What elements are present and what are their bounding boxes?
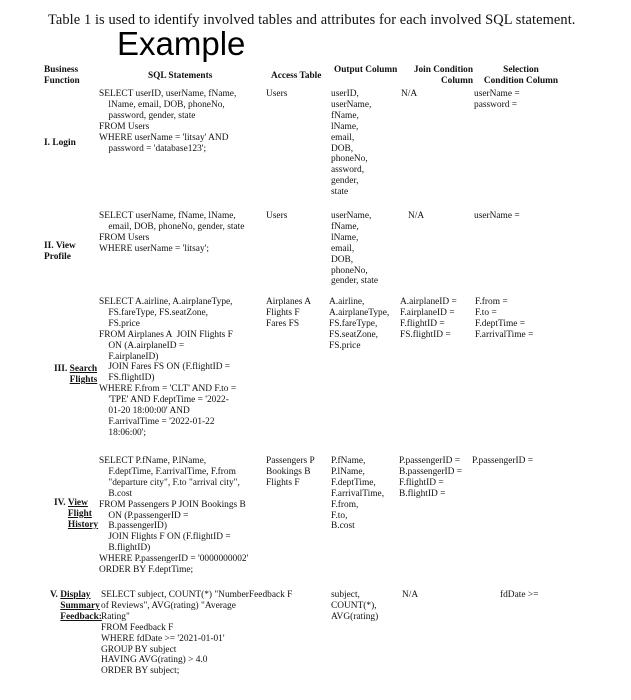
function-cell	[54, 498, 98, 531]
function-cell	[44, 138, 76, 149]
output-column-cell: userID, userName, fName, lName, email, DOB, phoneNo, assword, gender, state	[331, 89, 372, 198]
function-cell	[54, 364, 97, 386]
sql-cell: SELECT userID, userName, fName, lName, email, DOB, phoneNo, password, gender, state FROM Users WHERE userName = 'litsay' AND password = 'database123';	[99, 89, 237, 154]
intro-paragraph: Table 1 is used to identify involved tables and attributes for each involved SQL statement.	[48, 12, 576, 28]
selection-condition-cell: userName = password =	[474, 89, 520, 110]
function-link[interactable]: View Flight History	[67, 498, 99, 530]
sql-cell: SELECT subject, COUNT(*) "NumberFeedback F of Reviews", AVG(rating) "Average Rating" FROM Feedback F WHERE fdDate >= '2021-01-01' GROUP BY subject HAVING AVG(rating) > 4.0 ORDER BY subject;	[101, 590, 293, 677]
header-output-column: Output Column	[334, 65, 398, 75]
access-table-cell: Users	[266, 89, 288, 99]
function-cell	[44, 241, 76, 263]
join-condition-cell: A.airplaneID = F.airplaneID = F.flightID = FS.flightID =	[400, 297, 457, 340]
output-column-cell: P.fName, P.lName, F.deptTime, F.arrivalTime, F.from, F.to, B.cost	[331, 456, 385, 532]
selection-condition-cell: userName =	[474, 211, 520, 221]
access-table-cell: Airplanes A Flights F Fares FS	[266, 297, 312, 329]
function-label: V.	[50, 590, 61, 600]
function-label: II. View Profile	[44, 241, 76, 262]
output-column-cell: subject, COUNT(*), AVG(rating)	[331, 590, 379, 622]
join-condition-cell: N/A	[408, 211, 425, 221]
function-link[interactable]: Search Flights	[69, 364, 98, 385]
selection-condition-cell: F.from = F.to = F.deptTime = F.arrivalTime =	[475, 297, 534, 340]
sql-cell: SELECT userName, fName, lName, email, DOB, phoneNo, gender, state FROM Users WHERE userName = 'litsay';	[99, 211, 245, 254]
function-label: I. Login	[44, 138, 76, 148]
function-cell	[50, 590, 102, 623]
join-condition-cell: N/A	[402, 590, 419, 600]
function-link[interactable]: Display Summary Feedback:	[60, 590, 102, 622]
header-sql-statements: SQL Statements	[148, 71, 213, 81]
access-table-cell: Users	[266, 211, 288, 221]
example-heading: Example	[117, 25, 246, 62]
sql-cell: SELECT P.fName, P.lName, F.deptTime, F.arrivalTime, F.from "departure city", F.to "arrival city", B.cost FROM Passengers P JOIN Bookings B ON (P.passengerID = B.passengerID) JOIN Flights F ON (F.flightID = B.flightID) WHERE P.passengerID = '0000000002' ORDER BY F.deptTime;	[99, 456, 249, 576]
join-condition-cell: N/A	[401, 89, 418, 99]
selection-condition-cell: fdDate >=	[500, 590, 539, 600]
function-label: IV.	[54, 498, 68, 508]
header-access-table: Access Table	[271, 71, 322, 81]
access-table-cell: Passengers P Bookings B Flights F	[266, 456, 315, 488]
header-business-function: Business Function	[44, 65, 80, 86]
sql-cell: SELECT A.airline, A.airplaneType, FS.fareType, FS.seatZone, FS.price FROM Airplanes A JOIN Flights F ON (A.airplaneID = F.airplaneID) JOIN Fares FS ON (F.flightID = FS.flightID) WHERE F.from = 'CLT' AND F.to = 'TPE' AND F.deptTime = '2022- 01-20 18:00:00' AND F.arrivalTime = '2022-01-22 18:06:00';	[99, 297, 237, 438]
join-condition-cell: P.passengerID = B.passengerID = F.flightID = B.flightID =	[399, 456, 463, 499]
header-join-condition: Join Condition Column	[413, 65, 473, 86]
function-label: III.	[54, 364, 70, 374]
selection-condition-cell: P.passengerID =	[472, 456, 534, 466]
header-selection-condition: Selection Condition Column	[483, 65, 559, 86]
output-column-cell: userName, fName, lName, email, DOB, phoneNo, gender, state	[331, 211, 378, 287]
output-column-cell: A.airline, A.airplaneType, FS.fareType, FS.seatZone, FS.price	[329, 297, 390, 351]
